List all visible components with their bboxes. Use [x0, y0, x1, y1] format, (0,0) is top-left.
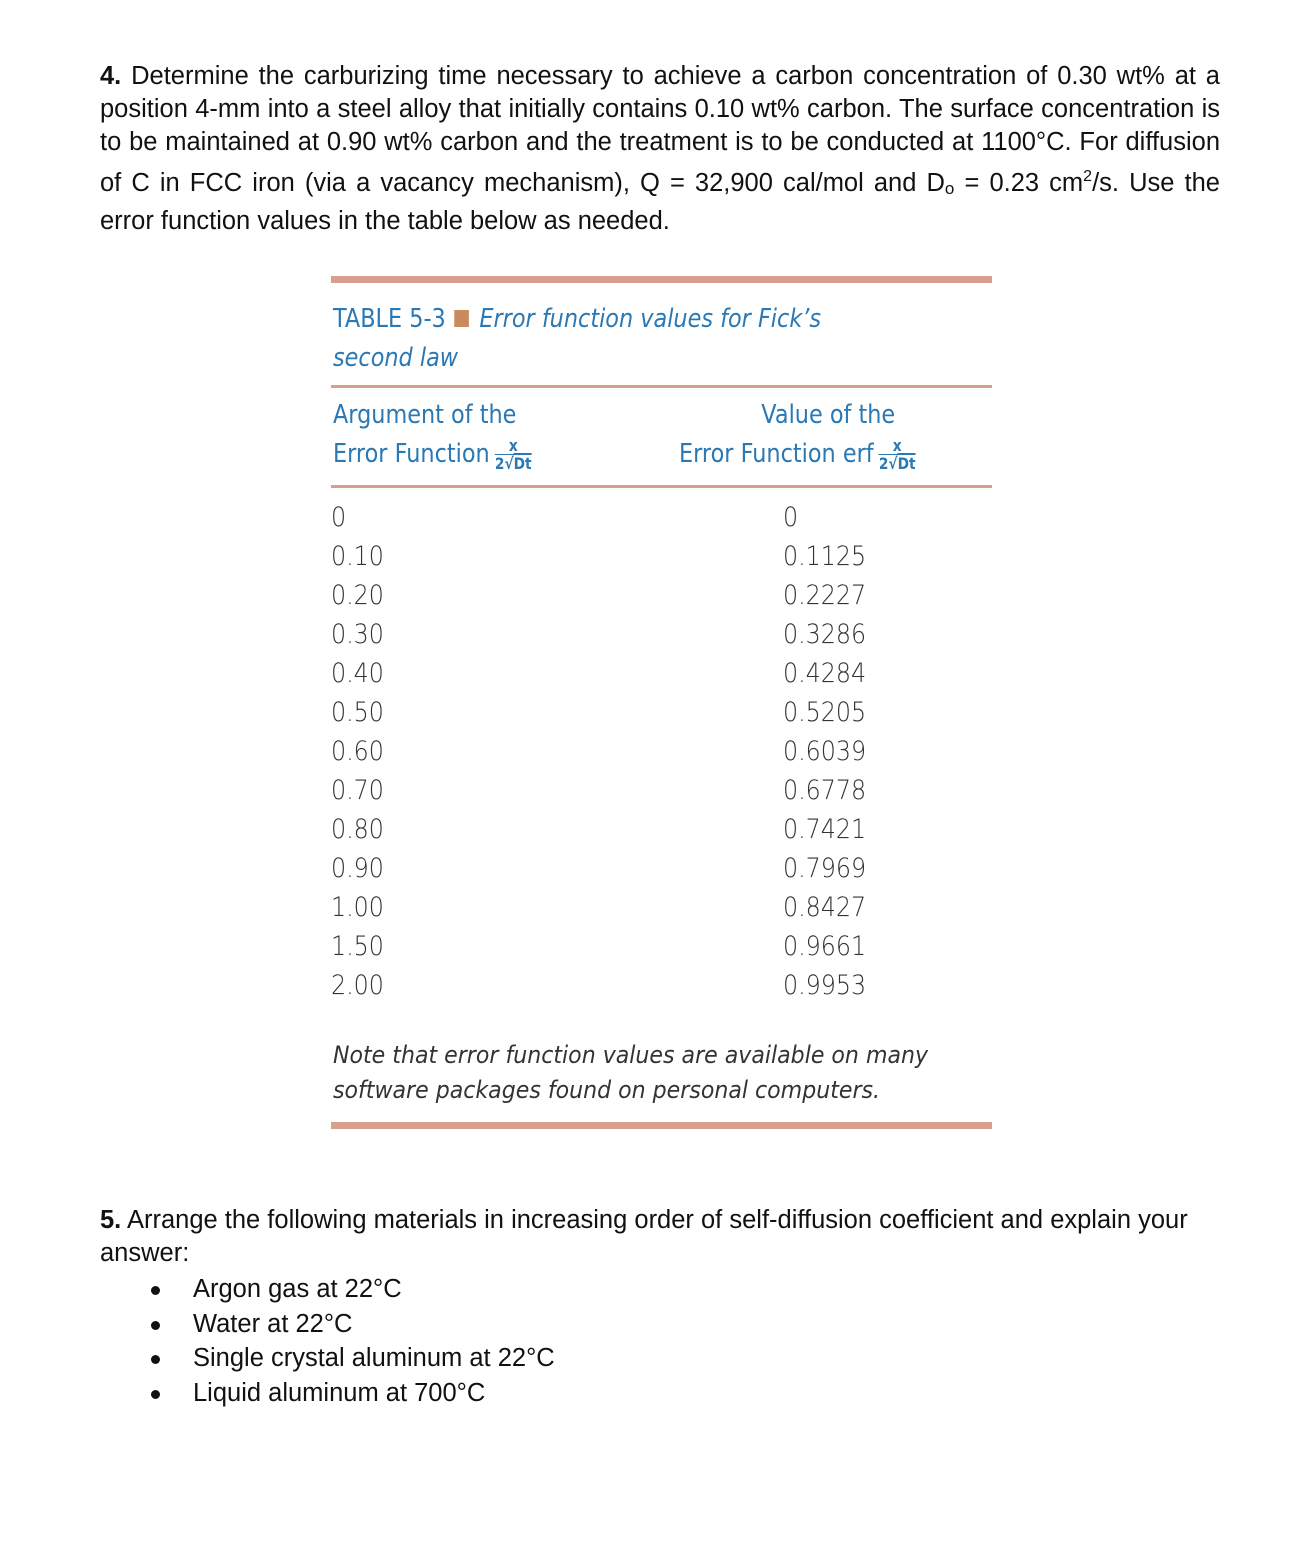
fraction-x-over-2sqrtdt-2: [879, 437, 916, 472]
table-row: [331, 619, 992, 658]
table-cell-argument: 0.50: [331, 697, 384, 728]
question-5: [100, 1204, 1200, 1270]
table-bottom-rule: [331, 1122, 992, 1129]
fraction-coef-2: 2: [878, 454, 889, 473]
table-cell-value: 0.6778: [783, 775, 867, 806]
table-row: [331, 853, 992, 892]
table-row: [331, 775, 992, 814]
question-4-text-a: Determine the carburizing time necessary to achieve a carbon concentration of 0.30 wt% at a position 4-mm into a steel alloy that initially contains 0.10 wt% carbon. The surface concentration is to be maintained at 0.90 wt% carbon and the treatment is to be conducted at 1100°C. For diffusion of C in FCC iron (via a vacancy mechanism), Q = 32,900 cal/mol and D: [100, 62, 1220, 197]
cm-superscript: 2: [1083, 167, 1093, 185]
col2-line1: Value of the: [761, 400, 896, 430]
table-cell-argument: 0.10: [331, 541, 384, 572]
table-cell-value: 0.2227: [783, 580, 867, 611]
table-row: [331, 931, 992, 970]
column-header-value: [679, 396, 916, 474]
table-cell-value: 0.9953: [783, 970, 867, 1001]
table-title-line2: second law: [333, 343, 459, 373]
table-cell-argument: 0.40: [331, 658, 384, 689]
table-row: [331, 970, 992, 1009]
note-line2: software packages found on personal computers.: [333, 1076, 881, 1104]
table-row: [331, 502, 992, 541]
table-row: [331, 580, 992, 619]
table-cell-value: 0.1125: [783, 541, 867, 572]
table-cell-argument: 0: [331, 502, 347, 533]
fraction-numerator: x: [495, 437, 532, 455]
table-cell-value: 0.6039: [783, 736, 867, 767]
note-line1: Note that error function values are available on many: [333, 1041, 929, 1069]
table-cell-argument: 2.00: [331, 970, 384, 1001]
list-item: Single crystal aluminum at 22°C: [148, 1341, 555, 1376]
table-header-rule-bottom: [331, 485, 992, 488]
table-cell-argument: 1.00: [331, 892, 384, 923]
question-5-text: Arrange the following materials in increasing order of self-diffusion coefficient and explain your answer:: [100, 1206, 1188, 1267]
d-subscript: o: [944, 178, 955, 198]
fraction-x-over-2sqrtdt: [495, 437, 532, 472]
question-4-text-c: /s. Use the error function values in the table below as needed.: [100, 168, 1220, 235]
table-header-rule-top: [331, 385, 992, 388]
square-icon: [454, 310, 469, 327]
table-cell-value: 0.7969: [783, 853, 867, 884]
list-item: Water at 22°C: [148, 1307, 555, 1342]
sqrt-icon: √: [504, 454, 514, 473]
table-cell-value: 0.5205: [783, 697, 867, 728]
question-5-number: 5.: [100, 1206, 122, 1234]
table-cell-argument: 0.30: [331, 619, 384, 650]
table-cell-argument: 0.70: [331, 775, 384, 806]
fraction-coef: 2: [494, 454, 505, 473]
table-row: [331, 814, 992, 853]
col2-line2: Error Function erf: [679, 439, 874, 469]
table-title: [333, 300, 883, 378]
table-cell-value: 0.4284: [783, 658, 867, 689]
table-cell-value: 0.7421: [783, 814, 867, 845]
list-item: Liquid aluminum at 700°C: [148, 1376, 555, 1411]
col1-line1: Argument of the: [333, 400, 517, 430]
fraction-radicand-2: Dt: [897, 454, 916, 473]
table-row: [331, 736, 992, 775]
col1-line2: Error Function: [333, 439, 490, 469]
table-row: [331, 658, 992, 697]
list-item: Argon gas at 22°C: [148, 1272, 555, 1307]
table-note: [333, 1038, 977, 1108]
table-cell-argument: 0.20: [331, 580, 384, 611]
table-cell-value: 0: [783, 502, 799, 533]
question-4-text-b: = 0.23 cm: [954, 168, 1084, 197]
table-cell-value: 0.9661: [783, 931, 867, 962]
materials-list: [148, 1272, 555, 1410]
table-row: [331, 697, 992, 736]
table-cell-argument: 0.80: [331, 814, 384, 845]
table-cell-value: 0.8427: [783, 892, 867, 923]
table-label: TABLE 5-3: [333, 304, 446, 334]
fraction-numerator-2: x: [879, 437, 916, 455]
table-cell-argument: 0.60: [331, 736, 384, 767]
column-header-argument: [333, 396, 532, 474]
table-cell-value: 0.3286: [783, 619, 867, 650]
table-top-rule: [331, 276, 992, 283]
table-title-line1: Error function values for Fick’s: [479, 304, 822, 334]
sqrt-icon: √: [888, 454, 898, 473]
table-cell-argument: 0.90: [331, 853, 384, 884]
question-4: [100, 60, 1220, 238]
question-4-number: 4.: [100, 62, 122, 90]
table-cell-argument: 1.50: [331, 931, 384, 962]
fraction-radicand: Dt: [513, 454, 532, 473]
table-row: [331, 541, 992, 580]
table-row: [331, 892, 992, 931]
